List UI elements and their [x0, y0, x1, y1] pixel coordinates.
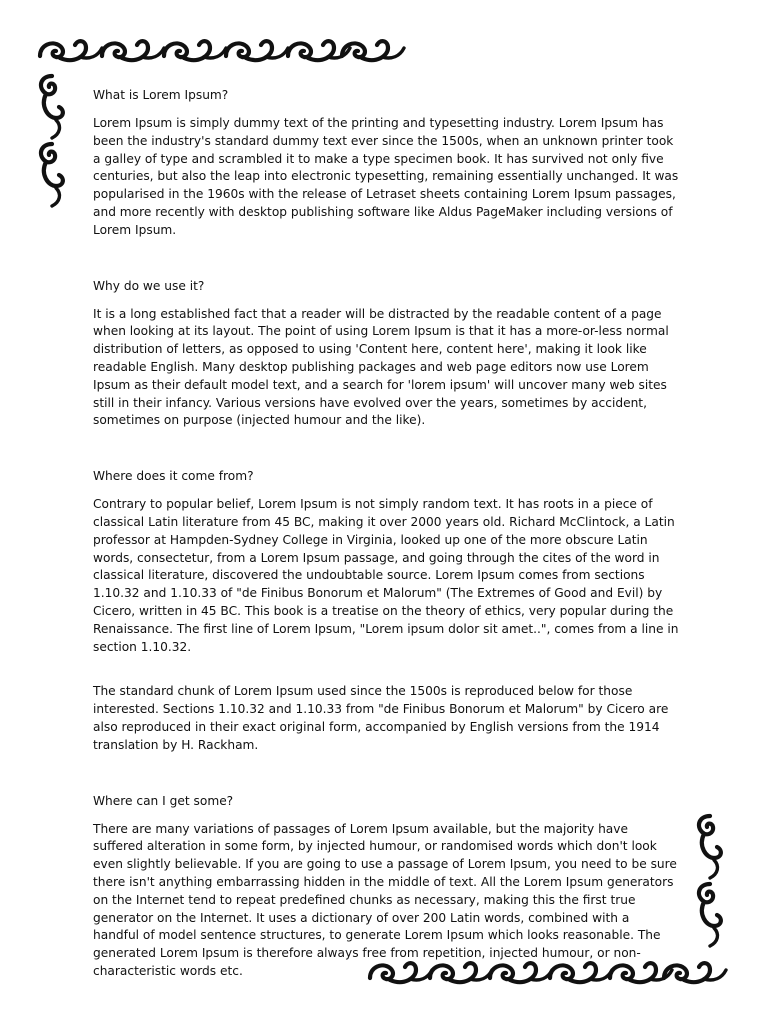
section-heading: Where does it come from?: [93, 469, 254, 484]
section-paragraph: Contrary to popular belief, Lorem Ipsum is not simply random text. It has roots in a piece of classical Latin literature from 45 BC, making it over 2000 years old. Richard McClintock, a Latin professor at Hampden-Sydney College in Virginia, looked up one of the more obscure Latin words, consectetur, from a Lorem Ipsum passage, and going through the cites of the word in classical literature, discovered the undoubtable source. Lorem Ipsum comes from sections 1.10.32 and 1.10.33 of "de Finibus Bonorum et Malorum" (The Extremes of Good and Evil) by Cicero, written in 45 BC. This book is a treatise on the theory of ethics, very popular during the Renaissance. The first line of Lorem Ipsum, "Lorem ipsum dolor sit amet..", comes from a line in section 1.10.32.: [93, 497, 679, 654]
document-body: [93, 86, 679, 981]
section-what-is: [93, 86, 679, 240]
section-paragraph: There are many variations of passages of Lorem Ipsum available, but the majority have suffered alteration in some form, by injected humour, or randomised words which don't look even slightly believable. If you are going to use a passage of Lorem Ipsum, you need to be sure there isn't anything embarrassing hidden in the middle of text. All the Lorem Ipsum generators on the Internet tend to repeat predefined chunks as necessary, making this the first true generator on the Internet. It uses a dictionary of over 200 Latin words, combined with a handful of model sentence structures, to generate Lorem Ipsum which looks reasonable. The generated Lorem Ipsum is therefore always free from repetition, injected humour, or non-characteristic words etc.: [93, 821, 677, 978]
section-why-use: [93, 277, 679, 431]
right-border-flourish-icon: [694, 814, 728, 954]
section-where-from: [93, 467, 679, 754]
section-heading: Where can I get some?: [93, 793, 234, 808]
section-where-get: [93, 792, 679, 981]
section-heading: What is Lorem Ipsum?: [93, 88, 229, 102]
section-paragraph: It is a long established fact that a reader will be distracted by the readable content of a page when looking at its layout. The point of using Lorem Ipsum is that it has a more-or-less normal distribution of letters, as opposed to using 'Content here, content here', making it look like readable English. Many desktop publishing packages and web page editors now use Lorem Ipsum as their default model text, and a search for 'lorem ipsum' will uncover many web sites still in their infancy. Various versions have evolved over the years, sometimes by accident, sometimes on purpose (injected humour and the like).: [93, 306, 669, 428]
section-paragraph: Lorem Ipsum is simply dummy text of the printing and typesetting industry. Lorem Ipsum has been the industry's standard dummy text ever since the 1500s, when an unknown printer took a galley of type and scrambled it to make a type specimen book. It has survived not only five centuries, but also the leap into electronic typesetting, remaining essentially unchanged. It was popularised in the 1960s with the release of Letraset sheets containing Lorem Ipsum passages, and more recently with desktop publishing software like Aldus PageMaker including versions of Lorem Ipsum.: [93, 116, 679, 237]
section-paragraph-secondary: The standard chunk of Lorem Ipsum used since the 1500s is reproduced below for those interested. Sections 1.10.32 and 1.10.33 from "de Finibus Bonorum et Malorum" by Cicero are also reproduced in their exact original form, accompanied by English versions from the 1914 translation by H. Rackham.: [93, 684, 669, 752]
section-heading: Why do we use it?: [93, 278, 205, 293]
left-border-flourish-icon: [36, 74, 70, 214]
top-border-flourish-icon: [38, 36, 408, 66]
